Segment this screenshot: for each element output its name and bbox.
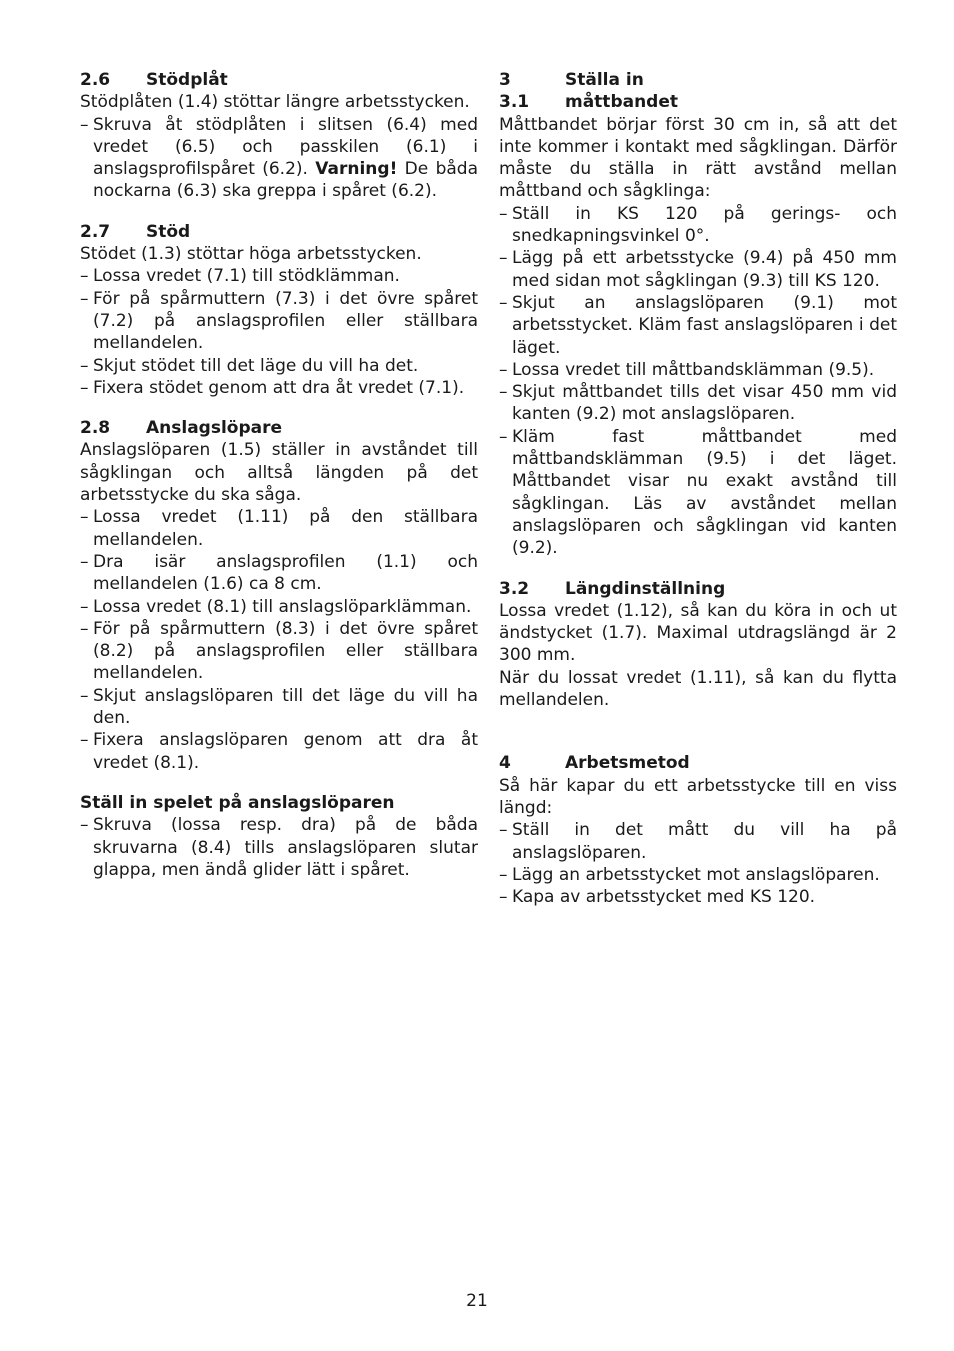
bullet-list xyxy=(80,114,478,203)
section-number: 4 xyxy=(499,753,511,774)
section-number: 2.7 xyxy=(80,221,111,242)
paragraph: Måttbandet börjar först 30 cm in, så att det inte kommer i kontakt med sågklingan. Därför måste du ställa in rätt avstånd mellan måttband och sågklinga: xyxy=(499,114,897,202)
section-heading xyxy=(499,578,897,600)
section-title: Ställa in xyxy=(565,70,644,90)
left-column xyxy=(80,69,478,881)
bullet-list xyxy=(499,819,897,908)
section-title: Anslagslöpare xyxy=(146,418,283,439)
bullet-list xyxy=(80,506,478,774)
subsection-title: Ställ in spelet på anslagslöparen xyxy=(80,792,395,813)
section-title: Stöd xyxy=(146,221,191,242)
list-item: – Lossa vredet (8.1) till anslagslöparklämman. xyxy=(80,596,478,618)
section-play-adjustment xyxy=(80,792,478,881)
paragraph: Lossa vredet (1.12), så kan du köra in och ut ändstycket (1.7). Maximal utdragslängd är 2 300 mm. xyxy=(499,600,897,666)
section-title: Längdinställning xyxy=(565,578,726,599)
spacer xyxy=(80,203,478,221)
section-number: 3.1 xyxy=(499,92,530,113)
bullet-list xyxy=(80,265,478,399)
list-item: – Lossa vredet (7.1) till stödklämman. xyxy=(80,265,478,287)
list-item: – Lossa vredet till måttbandsklämman (9.5). xyxy=(499,359,897,381)
section-2-7 xyxy=(80,221,478,399)
section-heading xyxy=(80,221,478,243)
list-item: – Fixera anslagslöparen genom att dra åt vredet (8.1). xyxy=(80,729,478,774)
section-heading xyxy=(80,417,478,439)
section-4 xyxy=(499,752,897,908)
section-title: Stödplåt xyxy=(146,70,228,90)
spacer xyxy=(499,560,897,578)
list-item: – Skjut måttbandet tills det visar 450 mm vid kanten (9.2) mot anslagslöparen. xyxy=(499,381,897,426)
spacer xyxy=(499,711,897,752)
section-2-6 xyxy=(80,69,478,203)
paragraph: Stödplåten (1.4) stöttar längre arbetsstycken. xyxy=(80,92,470,113)
bullet-list xyxy=(499,203,897,560)
paragraph: Så här kapar du ett arbetsstycke till en viss längd: xyxy=(499,775,897,818)
list-item: – Kapa av arbetsstycket med KS 120. xyxy=(499,886,897,908)
section-number: 3 xyxy=(499,70,511,90)
list-item: – För på spårmuttern (8.3) i det övre spåret (8.2) på anslagsprofilen eller ställbara mellandelen. xyxy=(80,618,478,685)
section-number: 2.8 xyxy=(80,418,111,439)
warning-label: Varning! xyxy=(315,159,398,180)
list-item: – Ställ in KS 120 på gerings- och snedkapningsvinkel 0°. xyxy=(499,203,897,248)
section-heading xyxy=(80,69,478,91)
right-column xyxy=(499,69,897,908)
list-item xyxy=(80,114,478,203)
section-heading xyxy=(499,752,897,774)
section-title: Arbetsmetod xyxy=(565,753,690,774)
section-number: 3.2 xyxy=(499,578,530,599)
spacer xyxy=(80,399,478,417)
bullet-list xyxy=(80,814,478,881)
list-item: – Lägg på ett arbetsstycke (9.4) på 450 mm med sidan mot sågklingan (9.3) till KS 120. xyxy=(499,247,897,292)
list-item: – Lägg an arbetsstycket mot anslagslöparen. xyxy=(499,864,897,886)
section-3-2 xyxy=(499,578,897,712)
list-item: – Ställ in det mått du vill ha på anslagslöparen. xyxy=(499,819,897,864)
section-3-1 xyxy=(499,91,897,559)
section-title: måttbandet xyxy=(565,92,679,113)
page-number: 21 xyxy=(466,1291,488,1311)
section-heading xyxy=(499,91,897,113)
list-item: – Lossa vredet (1.11) på den ställbara mellandelen. xyxy=(80,506,478,551)
section-3 xyxy=(499,69,897,91)
list-item: – Skjut stödet till det läge du vill ha det. xyxy=(80,355,478,377)
section-number: 2.6 xyxy=(80,70,111,90)
spacer xyxy=(80,774,478,792)
paragraph: Anslagslöparen (1.5) ställer in avståndet till sågklingan och alltså längden på det arbetsstycke du ska såga. xyxy=(80,440,478,506)
list-item: – Kläm fast måttbandet med måttbandsklämman (9.5) i det läget. Måttbandet visar nu exakt avstånd till sågklingan. Läs av avståndet mellan anslagslöparen och sågklingan vid kanten (9.2). xyxy=(499,426,897,560)
text-run: Skruva åt stödplåten i slitsen (6.4) med vredet (6.5) och passkilen (6.1) i anslagsprofilspåret (6.2). xyxy=(93,114,478,180)
section-2-8 xyxy=(80,417,478,774)
list-item: – Dra isär anslagsprofilen (1.1) och mellandelen (1.6) ca 8 cm. xyxy=(80,551,478,596)
paragraph: När du lossat vredet (1.11), så kan du flytta mellandelen. xyxy=(499,667,897,711)
paragraph: Stödet (1.3) stöttar höga arbetsstycken. xyxy=(80,244,422,265)
list-item: – Skruva (lossa resp. dra) på de båda skruvarna (8.4) tills anslagslöparen slutar glappa, men ändå glider lätt i spåret. xyxy=(80,814,478,881)
text-run: De båda nockarna (6.3) ska greppa i spåret (6.2). xyxy=(93,159,478,202)
list-item: – Skjut anslagslöparen till det läge du vill ha den. xyxy=(80,685,478,730)
list-item: – Fixera stödet genom att dra åt vredet (7.1). xyxy=(80,377,478,399)
section-heading xyxy=(499,69,897,91)
list-item: – För på spårmuttern (7.3) i det övre spåret (7.2) på anslagsprofilen eller ställbara mellandelen. xyxy=(80,288,478,355)
list-item: – Skjut an anslagslöparen (9.1) mot arbetsstycket. Kläm fast anslagslöparen i det läget. xyxy=(499,292,897,359)
